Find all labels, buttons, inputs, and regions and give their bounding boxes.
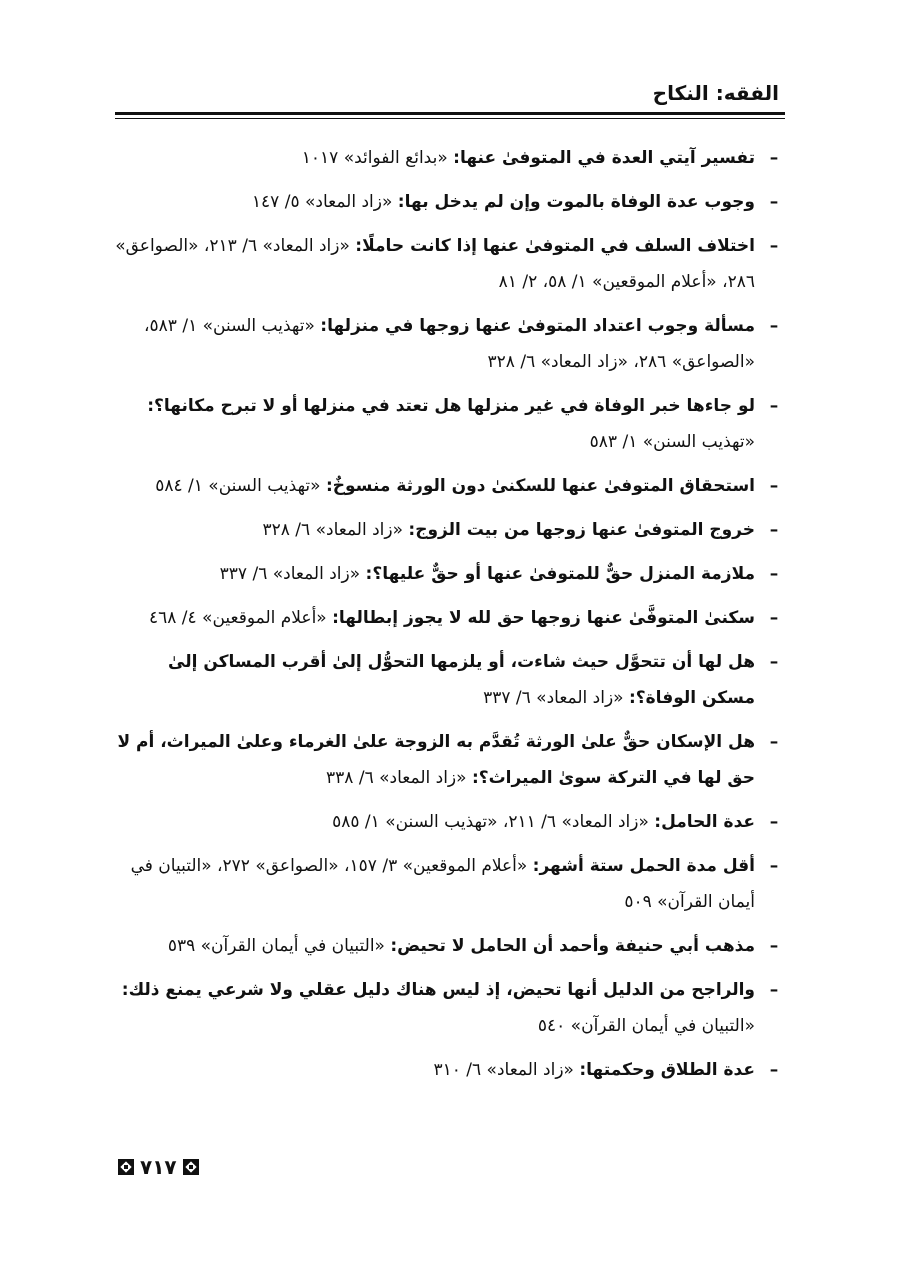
entry-topic: تفسير آيتي العدة في المتوفىٰ عنها: <box>453 148 755 168</box>
entry-dash: – <box>769 608 779 628</box>
header-rule-thick <box>115 112 785 115</box>
entry-dash: – <box>769 936 779 956</box>
index-entry <box>115 140 785 176</box>
entry-references: «زاد المعاد» ٥/ ١٤٧ <box>251 192 393 212</box>
index-entry <box>115 804 785 840</box>
entry-dash: – <box>769 520 779 540</box>
entry-references: «زاد المعاد» ٦/ ٢١٣، «الصواعق» ٢٨٦، «أعلام الموقعين» ١/ ٥٨، ٢/ ٨١ <box>115 236 755 292</box>
index-entry <box>115 600 785 636</box>
index-entry <box>115 512 785 548</box>
entry-topic: والراجح من الدليل أنها تحيض، إذ ليس هناك دليل عقلي ولا شرعي يمنع ذلك: <box>121 980 755 1000</box>
entry-dash: – <box>769 476 779 496</box>
index-entry <box>115 308 785 380</box>
entry-dash: – <box>769 148 779 168</box>
entry-dash: – <box>769 652 779 672</box>
entry-dash: – <box>769 1060 779 1080</box>
entry-topic: مسألة وجوب اعتداد المتوفىٰ عنها زوجها في منزلها: <box>320 316 755 336</box>
index-entries <box>115 140 785 1096</box>
entry-topic: عدة الحامل: <box>654 812 755 832</box>
page-title: الفقه: النكاح <box>652 81 779 105</box>
index-entry <box>115 388 785 460</box>
entry-references: «زاد المعاد» ٦/ ٣٣٧ <box>483 688 624 708</box>
entry-topic: أقل مدة الحمل ستة أشهر: <box>532 856 755 876</box>
entry-dash: – <box>769 316 779 336</box>
entry-references: «تهذيب السنن» ١/ ٥٨٤ <box>155 476 321 496</box>
page-footer <box>118 1155 199 1179</box>
index-entry <box>115 928 785 964</box>
entry-references: «التبيان في أيمان القرآن» ٥٣٩ <box>167 936 385 956</box>
entry-references: «زاد المعاد» ٦/ ٣٣٨ <box>326 768 467 788</box>
entry-dash: – <box>769 192 779 212</box>
index-entry <box>115 184 785 220</box>
index-entry <box>115 468 785 504</box>
index-entry <box>115 228 785 300</box>
entry-references: «تهذيب السنن» ١/ ٥٨٣ <box>589 432 755 452</box>
entry-topic: اختلاف السلف في المتوفىٰ عنها إذا كانت حاملًا: <box>355 236 755 256</box>
square-ornament-icon <box>183 1159 199 1175</box>
entry-topic: استحقاق المتوفىٰ عنها للسكنىٰ دون الورثة منسوخٌ: <box>325 476 755 496</box>
entry-dash: – <box>769 396 779 416</box>
index-entry <box>115 644 785 716</box>
index-entry <box>115 972 785 1044</box>
index-entry <box>115 848 785 920</box>
index-entry <box>115 724 785 796</box>
entry-dash: – <box>769 564 779 584</box>
entry-topic: ملازمة المنزل حقٌّ للمتوفىٰ عنها أو حقٌّ عليها؟: <box>365 564 755 584</box>
entry-references: «أعلام الموقعين» ٤/ ٤٦٨ <box>148 608 327 628</box>
entry-references: «التبيان في أيمان القرآن» ٥٤٠ <box>537 1016 755 1036</box>
entry-references: «زاد المعاد» ٦/ ٢١١، «تهذيب السنن» ١/ ٥٨٥ <box>332 812 649 832</box>
header-rule-thin <box>115 118 785 119</box>
entry-references: «زاد المعاد» ٦/ ٣٣٧ <box>219 564 361 584</box>
entry-topic: وجوب عدة الوفاة بالموت وإن لم يدخل بها: <box>397 192 755 212</box>
entry-dash: – <box>769 732 779 752</box>
entry-dash: – <box>769 980 779 1000</box>
entry-topic: خروج المتوفىٰ عنها زوجها من بيت الزوج: <box>408 520 755 540</box>
entry-references: «زاد المعاد» ٦/ ٣٢٨ <box>262 520 403 540</box>
index-entry <box>115 556 785 592</box>
entry-references: «تهذيب السنن» ١/ ٥٨٣، «الصواعق» ٢٨٦، «زاد المعاد» ٦/ ٣٢٨ <box>144 316 755 372</box>
entry-topic: هل لها أن تتحوَّل حيث شاءت، أو يلزمها التحوُّل إلىٰ أقرب المساكن إلىٰ مسكن الوفاة؟: <box>168 652 755 708</box>
entry-references: «بدائع الفوائد» ١٠١٧ <box>301 148 448 168</box>
entry-dash: – <box>769 856 779 876</box>
page-header <box>115 78 785 119</box>
entry-references: «أعلام الموقعين» ٣/ ١٥٧، «الصواعق» ٢٧٢، «التبيان في أيمان القرآن» ٥٠٩ <box>130 856 755 912</box>
index-entry <box>115 1052 785 1088</box>
entry-topic: هل الإسكان حقٌّ علىٰ الورثة تُقدَّم به الزوجة علىٰ الغرماء وعلىٰ الميراث، أم لا حق لها في التركة سوىٰ الميراث؟: <box>117 732 755 788</box>
square-ornament-icon <box>118 1159 134 1175</box>
entry-dash: – <box>769 812 779 832</box>
page-number: ٧١٧ <box>140 1155 177 1179</box>
entry-topic: عدة الطلاق وحكمتها: <box>579 1060 755 1080</box>
entry-dash: – <box>769 236 779 256</box>
entry-topic: لو جاءها خبر الوفاة في غير منزلها هل تعتد في منزلها أو لا تبرح مكانها؟: <box>147 396 755 416</box>
entry-topic: مذهب أبي حنيفة وأحمد أن الحامل لا تحيض: <box>390 936 755 956</box>
entry-topic: سكنىٰ المتوفَّىٰ عنها زوجها حق لله لا يجوز إبطالها: <box>332 608 755 628</box>
entry-references: «زاد المعاد» ٦/ ٣١٠ <box>433 1060 574 1080</box>
